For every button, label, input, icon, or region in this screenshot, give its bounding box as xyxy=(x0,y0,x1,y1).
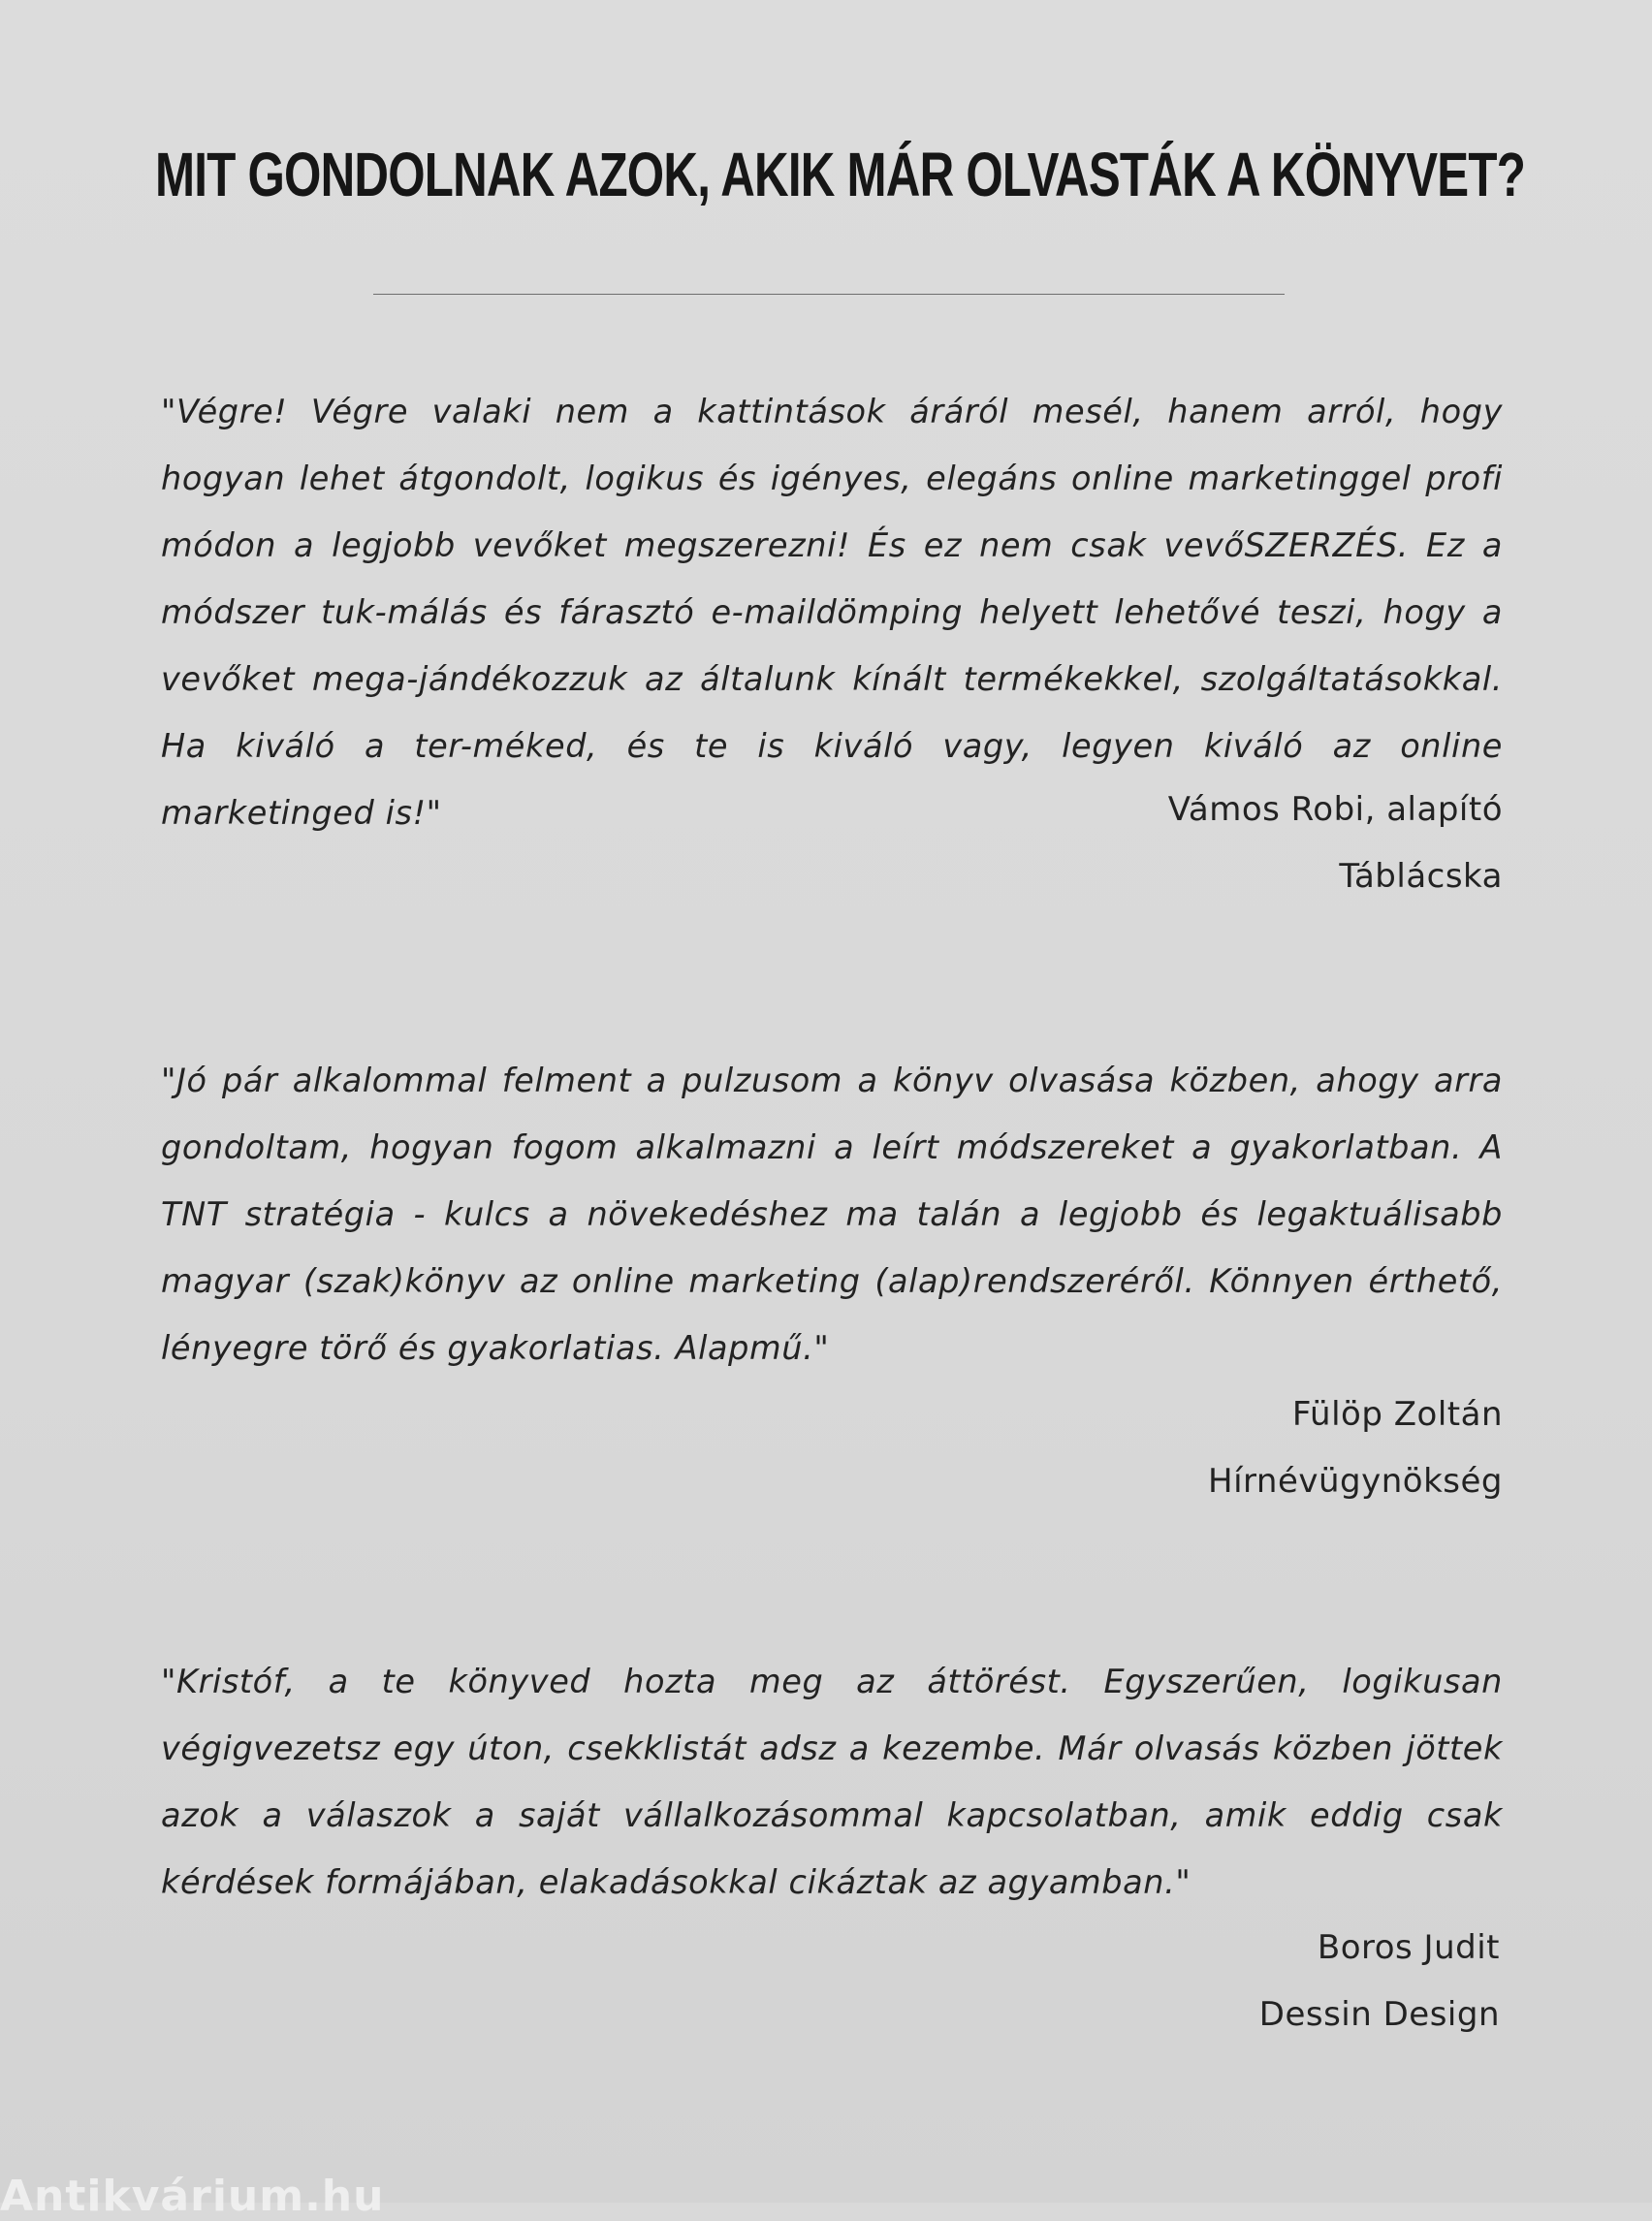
watermark: Antikvárium.hu xyxy=(0,2172,385,2221)
testimonial-signature-1 xyxy=(1168,777,1503,910)
testimonial-quote-1: "Végre! Végre valaki nem a kattintások áráról mesél, hanem arról, hogy hogyan lehet átgondolt, logikus és igényes, elegáns online marketinggel profi módon a legjobb vevőket megszerezni! És ez nem csak vevőSZERZÉS. Ez a módszer tuk-málás és fárasztó e-maildömping helyett lehetővé teszi, hogy a vevőket mega-jándékozzuk az általunk kínált termékekkel, szolgáltatásokkal. Ha kiváló a ter-méked, és te is kiváló vagy, legyen kiváló az online marketinged is!" xyxy=(161,393,1503,832)
page-title: MIT GONDOLNAK AZOK, AKIK MÁR OLVASTÁK A KÖNYVET? xyxy=(155,140,1526,209)
testimonial-author-3: Boros Judit xyxy=(1317,1928,1500,1967)
testimonial-author-2: Fülöp Zoltán xyxy=(1291,1395,1503,1434)
testimonial-author-1: Vámos Robi, alapító xyxy=(1167,790,1503,829)
testimonial-company-3: Dessin Design xyxy=(1258,1995,1500,2034)
testimonial-company-1: Táblácska xyxy=(1339,857,1503,896)
testimonial-quote-3: "Kristóf, a te könyved hozta meg az áttörést. Egyszerűen, logikusan végigvezetsz egy úton, csekklistát adsz a kezembe. Már olvasás közben jöttek azok a válaszok a saját vállalkozásommal kapcsolatban, amik eddig csak kérdések formájában, elakadásokkal cikáztak az agyamban." xyxy=(161,1663,1503,1901)
testimonial-quote-2: "Jó pár alkalommal felment a pulzusom a könyv olvasása közben, ahogy arra gondoltam, hogyan fogom alkalmazni a leírt módszereket a gyakorlatban. A TNT stratégia - kulcs a növekedéshez ma talán a legjobb és legaktuálisabb magyar (szak)könyv az online marketing (alap)rendszeréről. Könnyen érthető, lényegre törő és gyakorlatias. Alapmű." xyxy=(161,1062,1503,1367)
testimonial-signature-2 xyxy=(1208,1381,1503,1515)
testimonial-signature-3 xyxy=(1259,1915,1500,2048)
title-divider xyxy=(373,294,1285,295)
testimonial-company-2: Hírnévügynökség xyxy=(1208,1462,1503,1501)
